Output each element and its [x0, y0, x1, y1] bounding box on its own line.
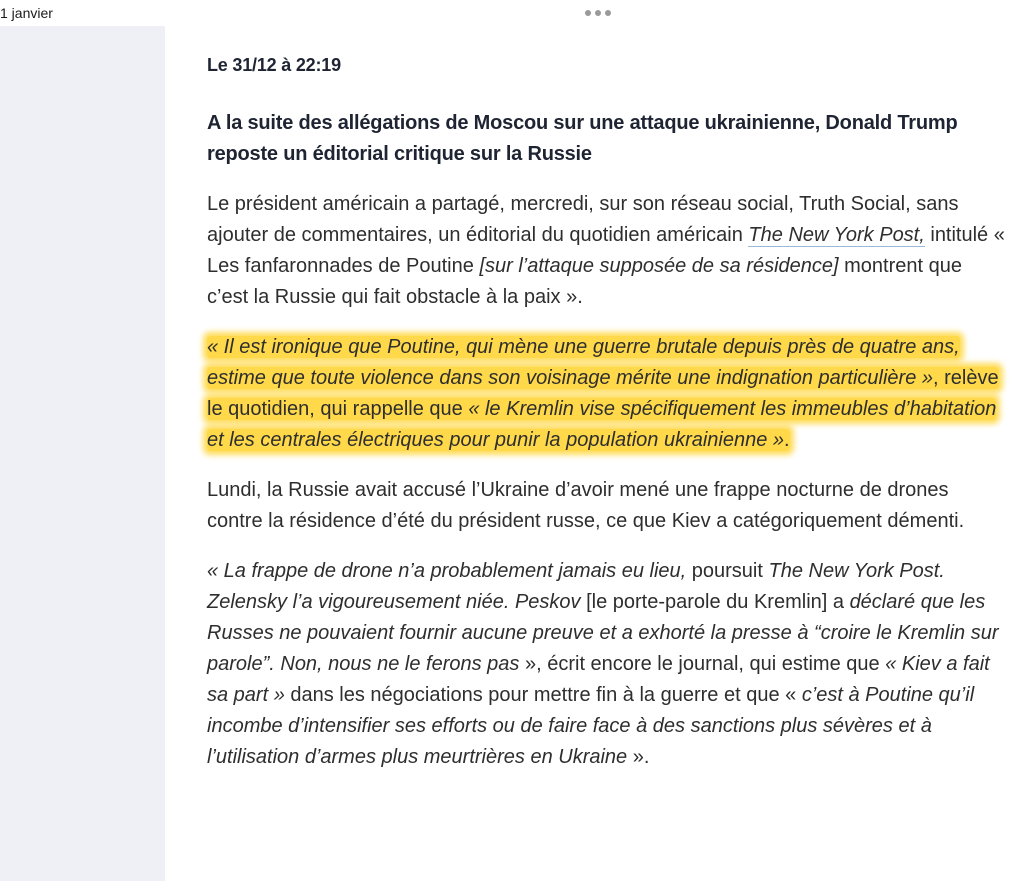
italic-quote: « La frappe de drone n’a probablement jamais eu lieu,	[207, 560, 687, 582]
post-headline: A la suite des allégations de Moscou sur une attaque ukrainienne, Donald Trump reposte un éditorial critique sur la Russie	[207, 112, 958, 165]
text: , relève le quotidien, qui rappelle que	[207, 367, 999, 420]
paragraph-1	[207, 189, 1007, 313]
text: poursuit	[686, 560, 769, 582]
italic-text: [sur l’attaque supposée de sa résidence]	[479, 255, 839, 277]
text: montrent que c’est la Russie qui fait obstacle à la paix ».	[207, 255, 962, 308]
text: ».	[627, 746, 650, 768]
more-horizontal-icon[interactable]	[585, 8, 615, 18]
post-timestamp: Le 31/12 à 22:19	[207, 55, 341, 75]
italic-quote: déclaré que les Russes ne pouvaient fournir aucune preuve et a exhorté la presse à “croire le Kremlin sur parole”. Non, nous ne le ferons pas	[207, 591, 999, 675]
highlighted-quote	[207, 336, 999, 451]
dot	[605, 10, 611, 16]
text: intitulé « Les fanfaronnades de Poutine	[207, 224, 1005, 277]
italic-quote: « Il est ironique que Poutine, qui mène une guerre brutale depuis près de quatre ans, estime que toute violence dans son voisinage mérite une indignation particulière »	[207, 336, 960, 389]
paragraph-4	[207, 556, 1007, 773]
dot	[595, 10, 601, 16]
paragraph-3: Lundi, la Russie avait accusé l’Ukraine d’avoir mené une frappe nocturne de drones contre la résidence d’été du président russe, ce que Kiev a catégoriquement démenti.	[207, 479, 965, 532]
sidebar-panel	[0, 26, 165, 881]
italic-quote: « le Kremlin vise spécifiquement les immeubles d’habitation et les centrales électriques pour punir la population ukrainienne »	[207, 398, 997, 451]
text: », écrit encore le journal, qui estime que	[519, 653, 886, 675]
text: [le porte-parole du Kremlin] a	[580, 591, 850, 613]
dot	[585, 10, 591, 16]
text: .	[784, 429, 790, 451]
text: Le président américain a partagé, mercredi, sur son réseau social, Truth Social, sans ajouter de commentaires, un éditorial du quotidien américain	[207, 193, 959, 246]
text: dans les négociations pour mettre fin à la guerre et que «	[284, 684, 802, 706]
paragraph-2-highlighted	[207, 332, 1007, 456]
italic-quote: c’est à Poutine qu’il incombe d’intensifier ses efforts ou de faire face à des sanctions plus sévères et à l’utilisation d’armes plus meurtrières en Ukraine	[207, 684, 975, 768]
date-label: 1 janvier	[0, 5, 53, 21]
live-article-entry	[207, 50, 1007, 773]
italic-quote: The New York Post. Zelensky l’a vigoureusement niée. Peskov	[207, 560, 945, 613]
italic-quote: « Kiev a fait sa part »	[207, 653, 990, 706]
nypost-link[interactable]: The New York Post,	[748, 224, 925, 246]
